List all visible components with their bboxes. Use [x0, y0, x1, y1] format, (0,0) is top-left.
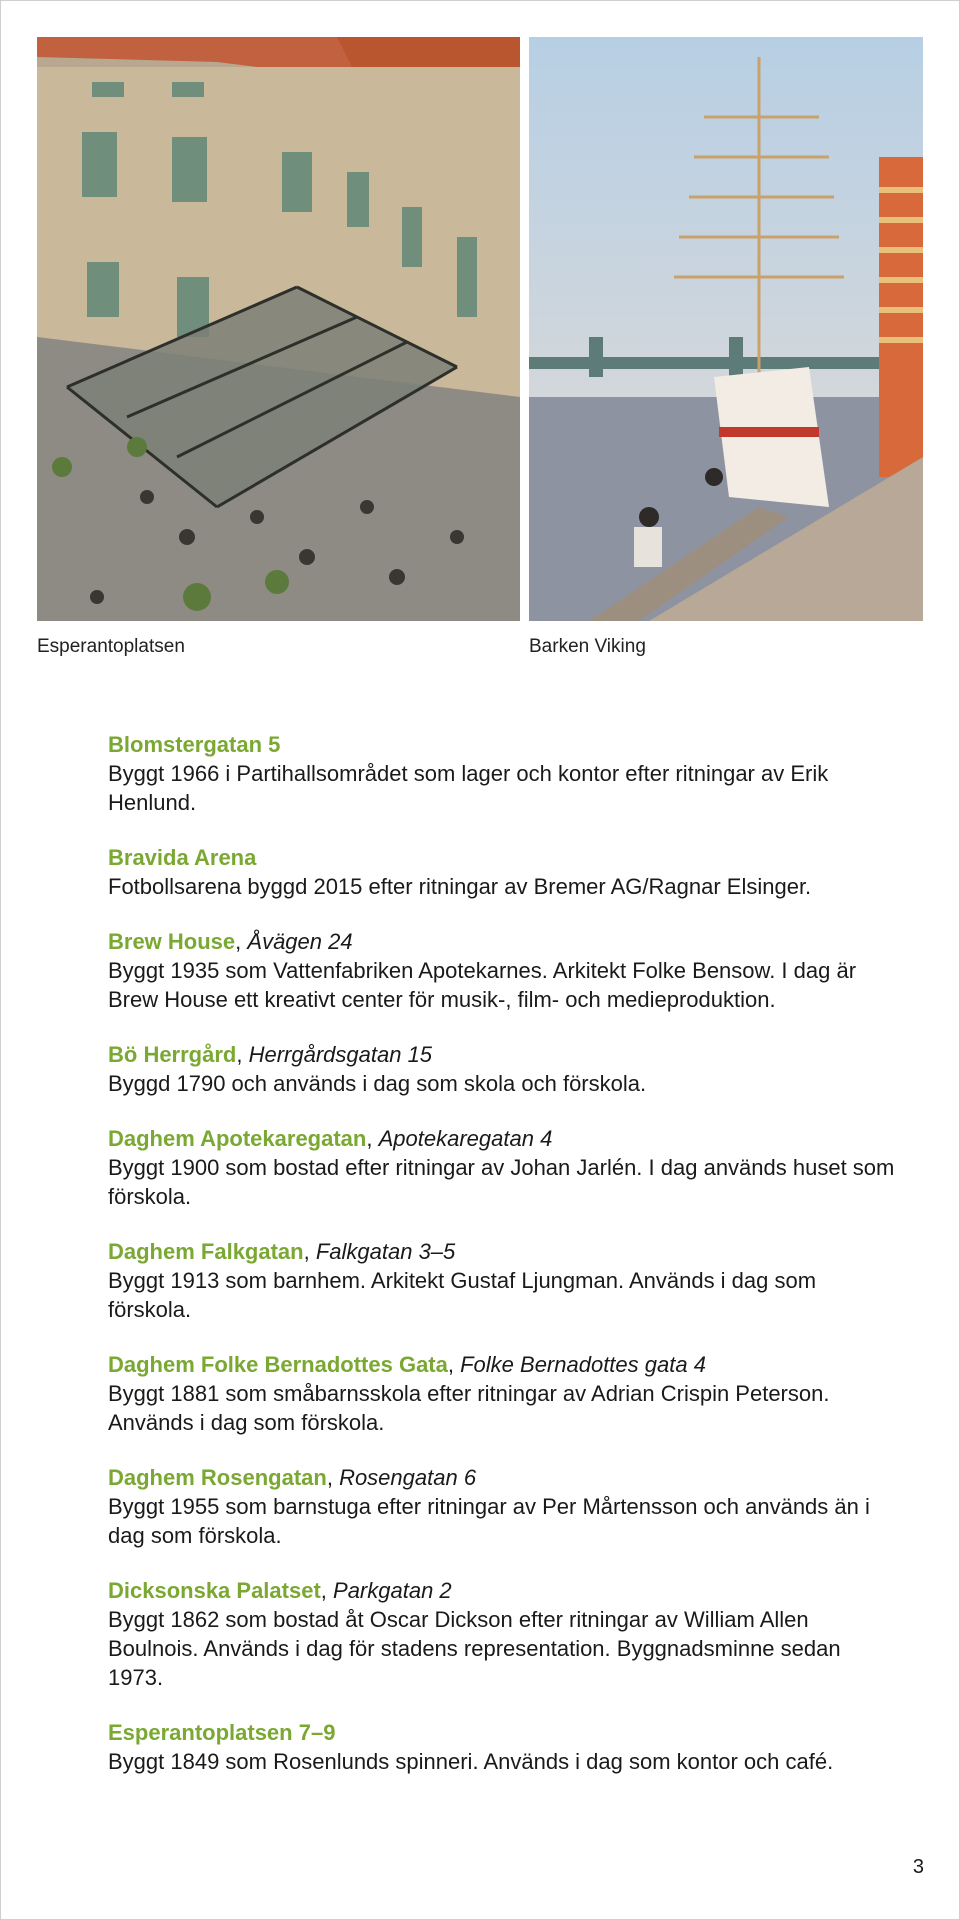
- building-description: Byggt 1862 som bostad åt Oscar Dickson efter ritningar av William Allen Boulnois. Används i dag för stadens representation. Byggnadsminne sedan 1973.: [108, 1607, 841, 1690]
- building-description: Byggd 1790 och används i dag som skola och förskola.: [108, 1071, 647, 1096]
- building-list: [108, 730, 898, 1802]
- building-entry: Daghem Folke Bernadottes Gata, Folke Bernadottes gata 4 Byggt 1881 som småbarnsskola efter ritningar av Adrian Crispin Peterson. Används i dag som förskola.: [108, 1350, 898, 1437]
- building-description: Byggt 1913 som barnhem. Arkitekt Gustaf Ljungman. Används i dag som förskola.: [108, 1268, 817, 1322]
- building-address: Folke Bernadottes gata 4: [460, 1352, 706, 1377]
- building-name: Esperantoplatsen 7–9: [108, 1720, 336, 1745]
- building-address: Apotekaregatan 4: [378, 1126, 553, 1151]
- building-description: Byggt 1849 som Rosenlunds spinneri. Används i dag som kontor och café.: [108, 1749, 834, 1774]
- building-entry: Daghem Apotekaregatan, Apotekaregatan 4 Byggt 1900 som bostad efter ritningar av Johan Jarlén. I dag används huset som förskola.: [108, 1124, 898, 1211]
- building-entry: Brew House, Åvägen 24 Byggt 1935 som Vattenfabriken Apotekarnes. Arkitekt Folke Bensow. I dag är Brew House ett kreativt center för musik-, film- och medieproduktion.: [108, 927, 898, 1014]
- building-description: Byggt 1935 som Vattenfabriken Apotekarnes. Arkitekt Folke Bensow. I dag är Brew House ett kreativt center för musik-, film- och medieproduktion.: [108, 958, 857, 1012]
- photo-caption: Esperantoplatsen: [37, 636, 185, 657]
- building-entry: [108, 843, 898, 901]
- building-name: Dicksonska Palatset: [108, 1578, 321, 1603]
- building-name: Bravida Arena: [108, 845, 257, 870]
- building-description: Byggt 1966 i Partihallsområdet som lager och kontor efter ritningar av Erik Henlund.: [108, 761, 829, 815]
- building-entry: [108, 730, 898, 817]
- building-name: Brew House: [108, 929, 236, 954]
- esperantoplatsen-photo: [37, 37, 520, 621]
- photo-caption: Barken Viking: [529, 636, 646, 657]
- building-name: Daghem Apotekaregatan: [108, 1126, 367, 1151]
- building-description: Byggt 1881 som småbarnsskola efter ritningar av Adrian Crispin Peterson. Används i dag som förskola.: [108, 1381, 830, 1435]
- building-description: Fotbollsarena byggd 2015 efter ritningar av Bremer AG/Ragnar Elsinger.: [108, 874, 812, 899]
- building-address: Rosengatan 6: [339, 1465, 477, 1490]
- building-address: Falkgatan 3–5: [315, 1239, 456, 1264]
- building-name: Daghem Rosengatan: [108, 1465, 327, 1490]
- building-name: Daghem Falkgatan: [108, 1239, 304, 1264]
- barken-viking-photo: [529, 37, 923, 621]
- building-address: Parkgatan 2: [333, 1578, 452, 1603]
- building-entry: Daghem Falkgatan, Falkgatan 3–5 Byggt 1913 som barnhem. Arkitekt Gustaf Ljungman. Används i dag som förskola.: [108, 1237, 898, 1324]
- building-entry: Bö Herrgård, Herrgårdsgatan 15 Byggd 1790 och används i dag som skola och förskola.: [108, 1040, 898, 1098]
- building-name: Blomstergatan 5: [108, 732, 281, 757]
- building-address: Åvägen 24: [247, 929, 353, 954]
- building-entry: [108, 1718, 898, 1776]
- building-address: Herrgårdsgatan 15: [248, 1042, 433, 1067]
- building-name: Bö Herrgård: [108, 1042, 237, 1067]
- building-entry: Dicksonska Palatset, Parkgatan 2 Byggt 1862 som bostad åt Oscar Dickson efter ritningar av William Allen Boulnois. Används i dag för stadens representation. Byggnadsminne sedan 1973.: [108, 1576, 898, 1692]
- page-number: 3: [912, 1856, 924, 1878]
- building-entry: Daghem Rosengatan, Rosengatan 6 Byggt 1955 som barnstuga efter ritningar av Per Mårtensson och används än i dag som förskola.: [108, 1463, 898, 1550]
- building-description: Byggt 1955 som barnstuga efter ritningar av Per Mårtensson och används än i dag som förskola.: [108, 1494, 870, 1548]
- building-name: Daghem Folke Bernadottes Gata: [108, 1352, 448, 1377]
- building-description: Byggt 1900 som bostad efter ritningar av Johan Jarlén. I dag används huset som förskola.: [108, 1155, 895, 1209]
